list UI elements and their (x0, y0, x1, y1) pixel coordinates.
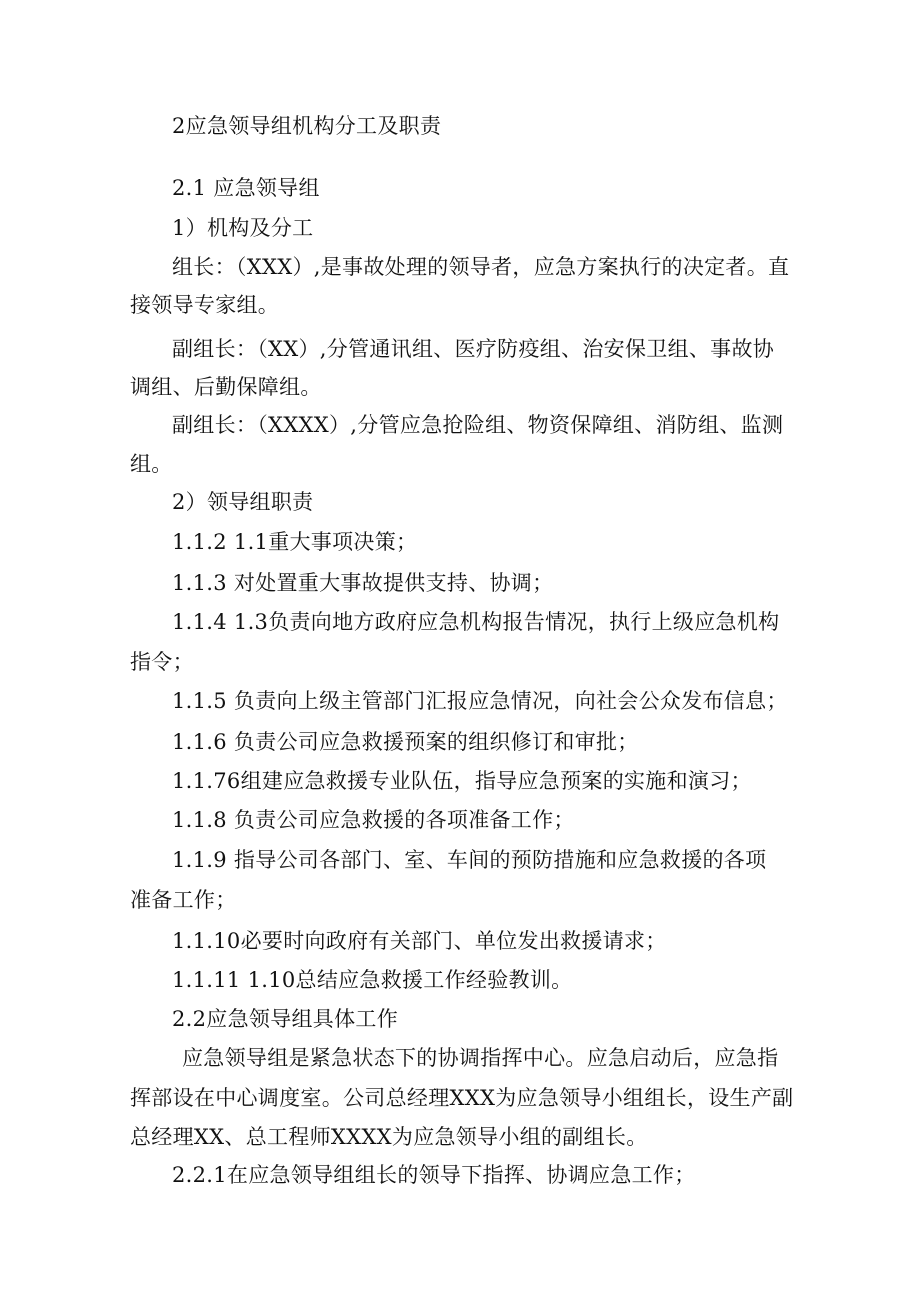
deputy-leader-1-line-1: 副组长：（XX）,分管通讯组、医疗防疫组、治安保卫组、事故协 (172, 337, 775, 361)
duty-item-1-1-76: 1.1.76组建应急救援专业队伍，指导应急预案的实施和演习； (172, 769, 752, 793)
subheading-duties: 2）领导组职责 (172, 490, 314, 514)
leader-paragraph-line-1: 组长：（XXX）,是事故处理的领导者，应急方案执行的决定者。直 (172, 255, 790, 279)
work-item-2-2-1: 2.2.1在应急领导组组长的领导下指挥、协调应急工作； (172, 1163, 696, 1187)
duty-item-1-1-4-line-1: 1.1.4 1.3负责向地方政府应急机构报告情况，执行上级应急机构 (172, 610, 780, 634)
work-paragraph-line-3: 总经理XX、总工程师XXXX为应急领导小组的副组长。 (130, 1125, 648, 1149)
leader-paragraph-line-2: 接领导专家组。 (130, 293, 280, 317)
subheading-organization: 1）机构及分工 (172, 216, 314, 240)
duty-item-1-1-2: 1.1.2 1.1重大事项决策； (172, 530, 418, 554)
deputy-leader-2-line-2: 组。 (130, 452, 173, 476)
duty-item-1-1-9-line-1: 1.1.9 指导公司各部门、室、车间的预防措施和应急救援的各项 (172, 848, 767, 872)
deputy-leader-1-line-2: 调组、后勤保障组。 (130, 375, 322, 399)
work-paragraph-line-2: 挥部设在中心调度室。公司总经理XXX为应急领导小组组长，设生产副 (130, 1086, 794, 1110)
duty-item-1-1-8: 1.1.8 负责公司应急救援的各项准备工作； (172, 808, 575, 832)
duty-item-1-1-11: 1.1.11 1.10总结应急救援工作经验教训。 (172, 968, 573, 992)
duty-item-1-1-4-line-2: 指令； (130, 650, 194, 674)
duty-item-1-1-10: 1.1.10必要时向政府有关部门、单位发出救援请求； (172, 929, 667, 953)
duty-item-1-1-3: 1.1.3 对处置重大事故提供支持、协调； (172, 571, 554, 595)
section-heading-2: 2应急领导组机构分工及职责 (172, 114, 442, 138)
duty-item-1-1-5: 1.1.5 负责向上级主管部门汇报应急情况，向社会公众发布信息； (172, 689, 788, 713)
work-paragraph-line-1: 应急领导组是紧急状态下的协调指挥中心。应急启动后，应急指 (182, 1046, 779, 1070)
duty-item-1-1-9-line-2: 准备工作； (130, 888, 237, 912)
section-heading-2-1: 2.1 应急领导组 (172, 176, 320, 200)
deputy-leader-2-line-1: 副组长：（XXXX）,分管应急抢险组、物资保障组、消防组、监测 (172, 413, 784, 437)
section-heading-2-2: 2.2应急领导组具体工作 (172, 1007, 398, 1031)
duty-item-1-1-6: 1.1.6 负责公司应急救援预案的组织修订和审批； (172, 730, 639, 754)
